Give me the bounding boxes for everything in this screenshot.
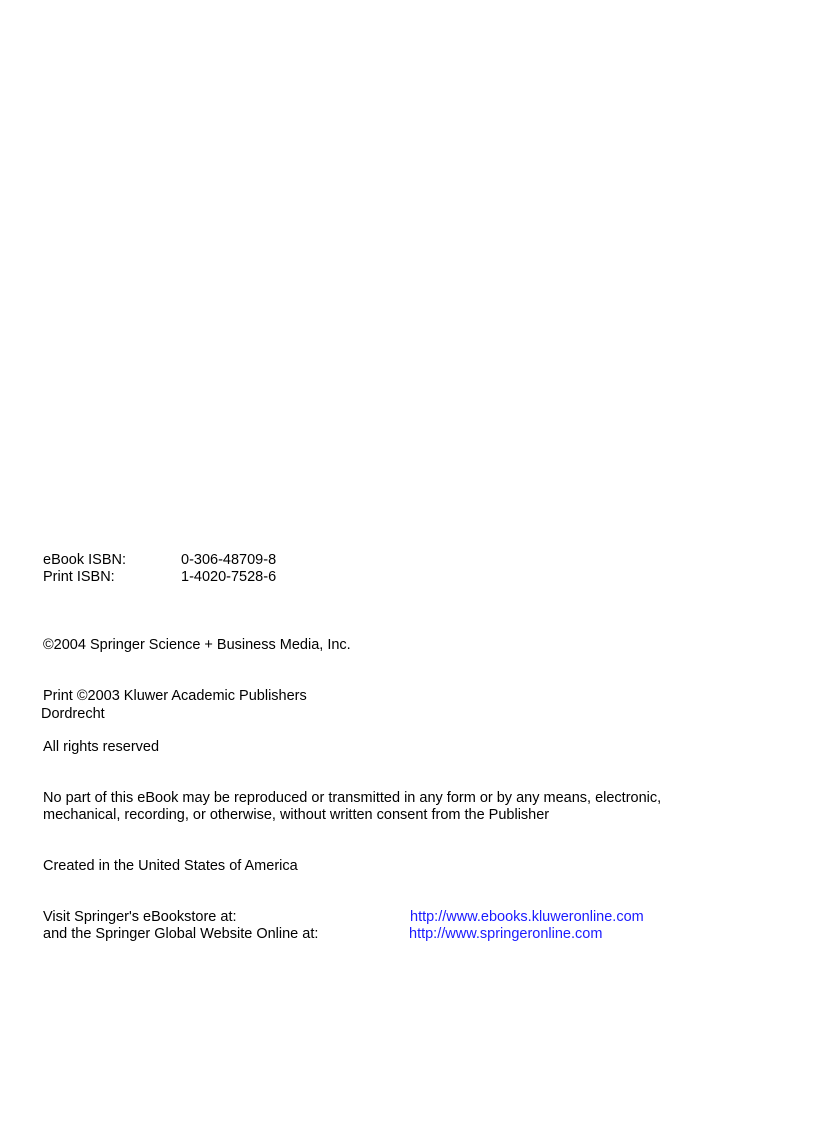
print-copyright: Print ©2003 Kluwer Academic Publishers — [43, 688, 307, 704]
ebookstore-link[interactable]: http://www.ebooks.kluweronline.com — [410, 909, 644, 925]
publisher-location: Dordrecht — [41, 706, 105, 722]
print-isbn-label: Print ISBN: — [43, 569, 115, 585]
ebookstore-label: Visit Springer's eBookstore at: — [43, 909, 237, 925]
website-link[interactable]: http://www.springeronline.com — [409, 926, 603, 942]
website-label: and the Springer Global Website Online at: — [43, 926, 319, 942]
reproduction-notice-line1: No part of this eBook may be reproduced or transmitted in any form or by any means, electronic, — [43, 790, 662, 806]
print-isbn-value: 1-4020-7528-6 — [181, 569, 277, 585]
ebook-isbn-label: eBook ISBN: — [43, 552, 127, 568]
reproduction-notice-line2: mechanical, recording, or otherwise, without written consent from the Publisher — [43, 807, 550, 823]
rights-reserved: All rights reserved — [43, 739, 160, 755]
country-of-origin: Created in the United States of America — [43, 858, 298, 874]
ebook-isbn-value: 0-306-48709-8 — [181, 552, 277, 568]
ebook-copyright: ©2004 Springer Science + Business Media, Inc. — [43, 637, 351, 653]
